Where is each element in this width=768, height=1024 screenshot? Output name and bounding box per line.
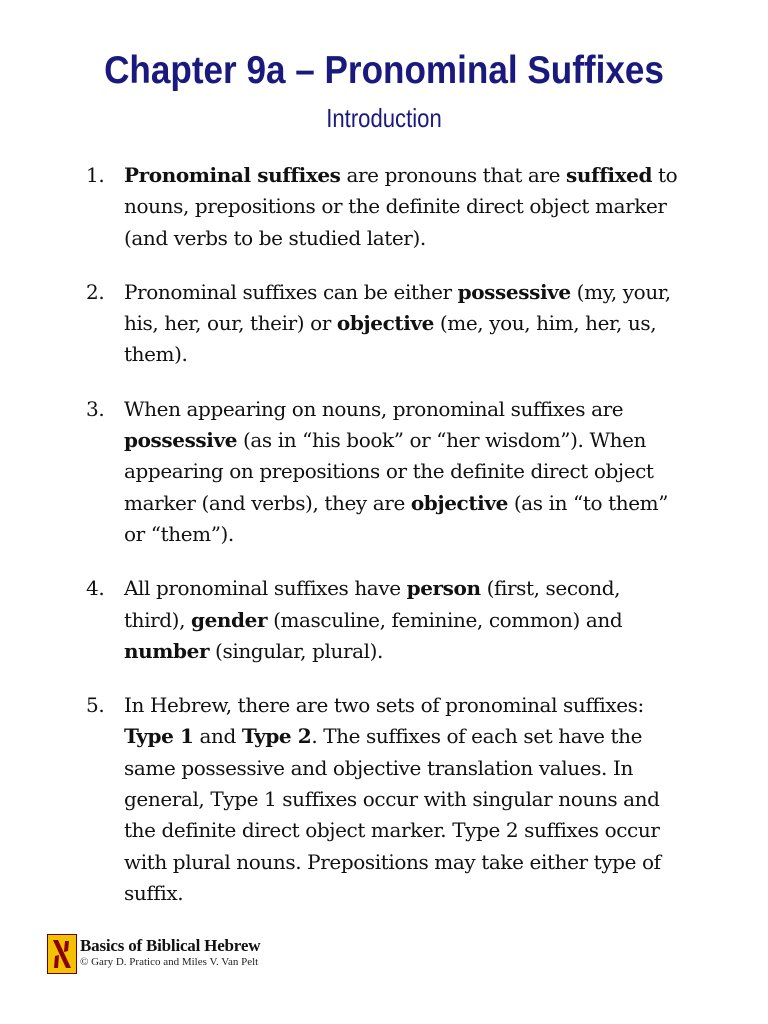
text-segment: possessive <box>457 279 571 304</box>
list-item-4 <box>86 573 686 667</box>
text-segment: All pronominal suffixes have <box>124 576 407 601</box>
text-segment: gender <box>191 607 268 632</box>
list-number: 5. <box>86 693 105 718</box>
list-item-5 <box>86 690 686 909</box>
text-segment: When appearing on nouns, pronominal suffixes are <box>124 396 624 421</box>
text-segment: (masculine, feminine, common) and <box>267 607 623 632</box>
text-segment: are pronouns that are <box>340 163 566 187</box>
text-segment: In Hebrew, there are two sets of pronominal suffixes: <box>124 693 644 718</box>
text-segment: (as in “his book” or “her wisdom”). When appearing on prepositions or the definite direct object marker (and verbs), they are <box>124 428 654 515</box>
page-title: Chapter 9a – Pronominal Suffixes <box>104 49 664 92</box>
list-item-2 <box>86 277 686 371</box>
text-segment: Type 1 <box>124 724 194 749</box>
text-segment: and <box>193 724 242 749</box>
numbered-list <box>86 160 686 932</box>
text-segment: Type 2 <box>241 724 312 749</box>
text-segment: possessive <box>124 428 238 453</box>
text-segment: Pronominal suffixes can be either <box>124 279 458 304</box>
list-number: 3. <box>86 396 105 421</box>
list-number: 1. <box>86 163 105 187</box>
text-segment: (me, you, him, her, us, them). <box>124 311 657 367</box>
text-segment: number <box>124 638 210 663</box>
aleph-logo-icon <box>47 934 77 974</box>
text-segment: . The suffixes of each set have the same possessive and objective translation values. In general, Type 1 suffixes occur with singular nouns and the definite direct object marker. Type 2 suffixes occur with plural nouns. Prepositions may take either type of suffix. <box>124 724 661 905</box>
footer-text <box>80 936 260 969</box>
text-segment: objective <box>336 311 434 336</box>
text-segment: to nouns, prepositions or the definite direct object marker (and verbs to be studied later). <box>124 163 678 250</box>
page-subtitle: Introduction <box>326 103 442 133</box>
text-segment: person <box>406 576 481 601</box>
text-segment: Pronominal suffixes <box>124 163 341 187</box>
text-segment: (singular, plural). <box>209 638 383 663</box>
text-segment: (as in “to them” or “them”). <box>124 490 669 546</box>
text-segment: (my, your, his, her, our, their) or <box>124 279 671 336</box>
list-item-1 <box>86 160 686 254</box>
text-segment: (first, second, third), <box>124 576 621 632</box>
list-number: 4. <box>86 576 105 601</box>
copyright-notice: © Gary D. Pratico and Miles V. Van Pelt <box>80 956 259 968</box>
book-title: Basics of Biblical Hebrew <box>80 936 261 955</box>
text-segment: suffixed <box>566 163 653 187</box>
list-number: 2. <box>86 279 105 304</box>
aleph-glyph-icon <box>48 935 76 973</box>
list-item-3 <box>86 394 686 550</box>
text-segment: objective <box>410 490 508 515</box>
footer <box>47 934 260 974</box>
